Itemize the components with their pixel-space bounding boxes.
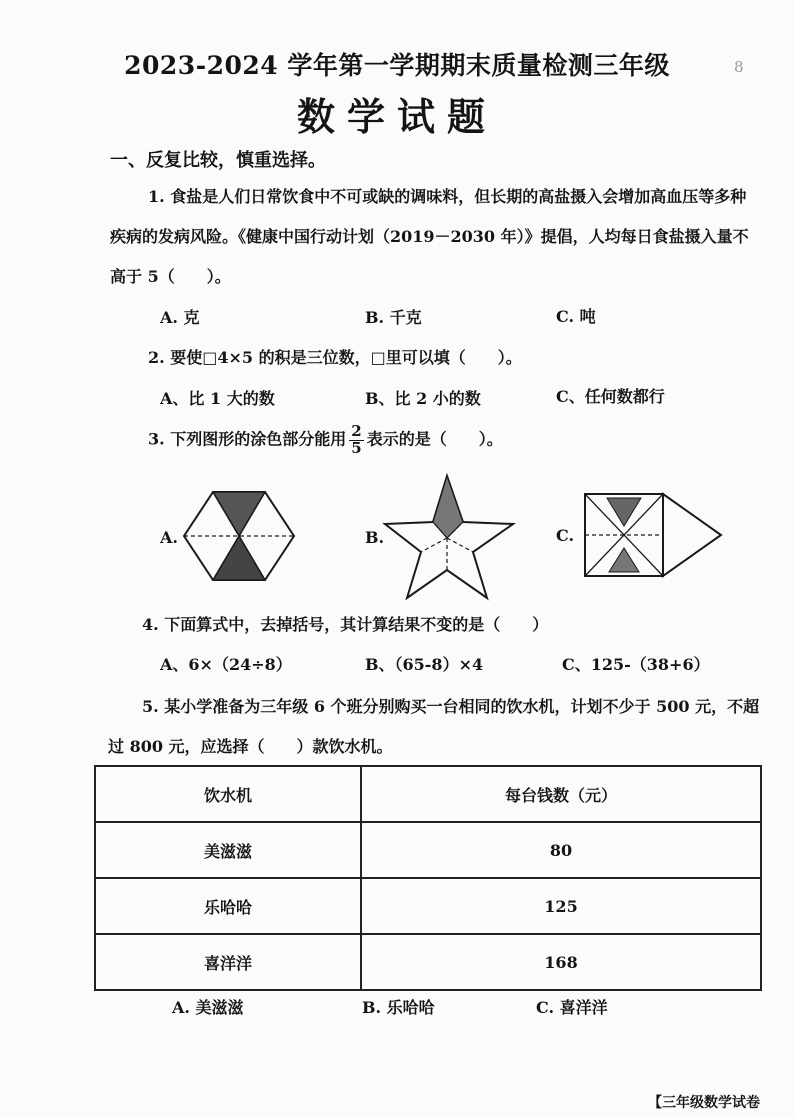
q5-option-b: B. 乐哈哈 bbox=[362, 998, 435, 1017]
q2-option-b: B、比 2 小的数 bbox=[365, 389, 481, 408]
q1-line3: 高于 5（ ）。 bbox=[110, 267, 231, 286]
q5-option-c: C. 喜洋洋 bbox=[536, 998, 608, 1017]
q5-line1: 5. 某小学准备为三年级 6 个班分别购买一台相同的饮水机，计划不少于 500 元，不超 bbox=[142, 697, 760, 716]
q5-line2: 过 800 元，应选择（ ）款饮水机。 bbox=[108, 737, 393, 756]
exam-subtitle: 数学试题 bbox=[296, 94, 497, 139]
q3-fraction bbox=[349, 424, 363, 456]
figure-a-hexagon bbox=[180, 490, 298, 582]
table-cell-price: 80 bbox=[361, 822, 761, 878]
q3-text-after: 表示的是（ ）。 bbox=[366, 429, 503, 449]
table-row bbox=[95, 822, 761, 878]
table-cell-price: 168 bbox=[361, 934, 761, 990]
figure-b-star bbox=[383, 472, 515, 600]
table-header-price: 每台钱数（元） bbox=[361, 766, 761, 822]
table-header-machine: 饮水机 bbox=[95, 766, 361, 822]
q4-text: 4. 下面算式中，去掉括号，其计算结果不变的是（ ） bbox=[142, 615, 549, 634]
q1-option-b: B. 千克 bbox=[365, 308, 422, 327]
q2-option-c: C、任何数都行 bbox=[556, 387, 665, 406]
q3-fraction-numerator: 2 bbox=[351, 422, 362, 440]
figure-c-square-triangle bbox=[583, 492, 723, 578]
water-dispenser-table bbox=[94, 765, 762, 991]
corner-mark: 8 bbox=[734, 58, 744, 76]
footer-label: 【三年级数学试卷 bbox=[648, 1095, 760, 1111]
q5-option-a: A. 美滋滋 bbox=[172, 998, 244, 1017]
q4-option-b: B、（65-8）×4 bbox=[365, 655, 484, 674]
q1-option-c: C. 吨 bbox=[556, 307, 596, 326]
q3-question bbox=[148, 424, 503, 456]
q1-line1: 1. 食盐是人们日常饮食中不可或缺的调味料，但长期的高盐摄入会增加高血压等多种 bbox=[148, 187, 747, 206]
q2-text: 2. 要使□4×5 的积是三位数，□里可以填（ ）。 bbox=[148, 348, 522, 367]
q4-option-c: C、125-（38+6） bbox=[562, 655, 710, 674]
q1-option-a: A. 克 bbox=[160, 308, 200, 327]
q3-option-a: A. bbox=[160, 528, 178, 547]
q3-option-b: B. bbox=[365, 528, 385, 547]
q3-fraction-denominator: 5 bbox=[351, 439, 362, 457]
table-header-row bbox=[95, 766, 761, 822]
q3-option-c: C. bbox=[556, 526, 575, 545]
table-cell-name: 乐哈哈 bbox=[95, 878, 361, 934]
table-row bbox=[95, 878, 761, 934]
table-cell-name: 喜洋洋 bbox=[95, 934, 361, 990]
q1-line2: 疾病的发病风险。《健康中国行动计划（2019－2030 年）》提倡，人均每日食盐摄入量不 bbox=[110, 227, 749, 246]
table-row bbox=[95, 934, 761, 990]
q2-option-a: A、比 1 大的数 bbox=[160, 389, 275, 408]
q3-text-before: 3. 下列图形的涂色部分能用 bbox=[148, 429, 347, 449]
table-cell-name: 美滋滋 bbox=[95, 822, 361, 878]
exam-title: 2023-2024 学年第一学期期末质量检测三年级 bbox=[124, 51, 670, 80]
section-heading: 一、反复比较，慎重选择。 bbox=[110, 150, 326, 171]
table-cell-price: 125 bbox=[361, 878, 761, 934]
q4-option-a: A、6×（24÷8） bbox=[160, 655, 292, 674]
